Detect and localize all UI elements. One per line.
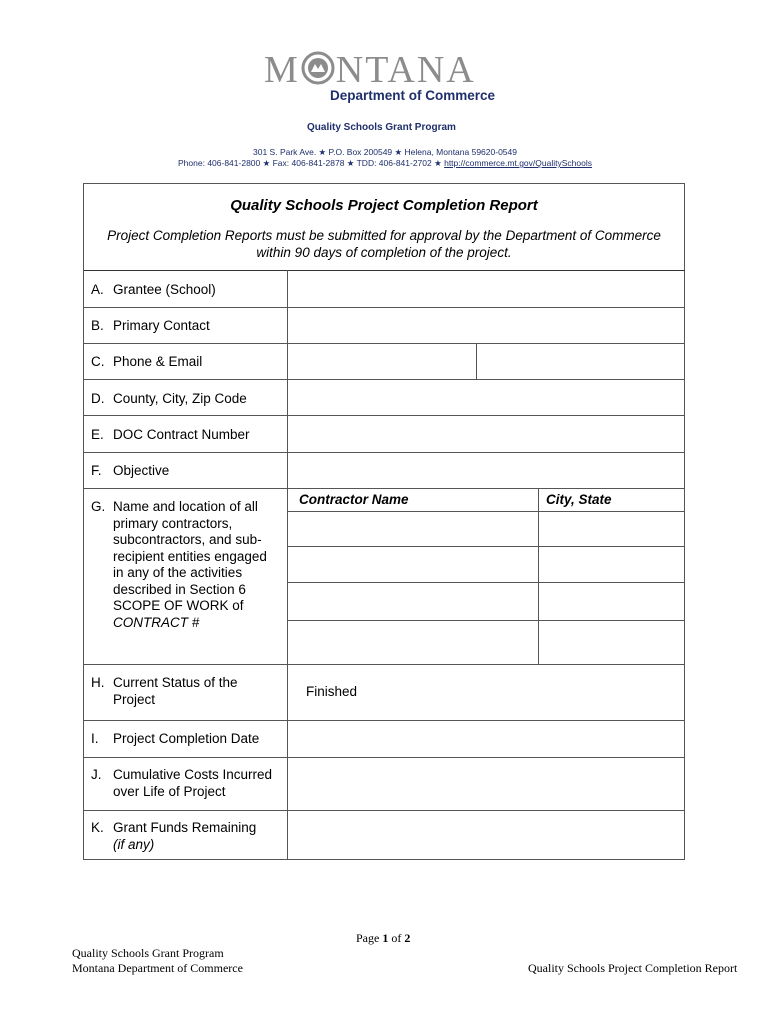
contact-line	[0, 158, 770, 169]
footer-department: Montana Department of Commerce	[72, 961, 243, 975]
county-city-zip-field[interactable]	[288, 380, 685, 415]
row-f-label: F. Objective	[91, 463, 170, 478]
row-k-label: K. Grant Funds Remaining (if any)	[91, 820, 257, 852]
row-divider	[84, 664, 685, 665]
contractor-name-cell[interactable]	[288, 583, 538, 620]
contact-numbers: Phone: 406-841-2800 ★ Fax: 406-841-2878 ★ TDD: 406-841-2702 ★	[178, 158, 445, 168]
objective-field[interactable]	[288, 453, 685, 488]
website-link[interactable]: http://commerce.mt.gov/QualitySchools	[444, 158, 592, 168]
montana-logo	[264, 50, 514, 90]
program-name: Quality Schools Grant Program	[307, 122, 456, 133]
email-field[interactable]	[477, 344, 685, 379]
page-number: Page 1 of 2	[356, 931, 411, 945]
contractor-name-cell[interactable]	[288, 512, 538, 546]
instructions-line-1: Project Completion Reports must be submitted for approval by the Department of Commerce	[107, 228, 661, 243]
city-state-cell[interactable]	[539, 512, 685, 546]
footer-report-name: Quality Schools Project Completion Report	[528, 961, 738, 975]
logo-text-before: M	[264, 49, 300, 91]
contract-number-field[interactable]	[288, 416, 685, 452]
current-status-value[interactable]: Finished	[306, 684, 358, 699]
city-state-cell[interactable]	[539, 547, 685, 582]
row-i-label: I. Project Completion Date	[91, 731, 260, 746]
grantee-field[interactable]	[288, 271, 685, 307]
phone-field[interactable]	[288, 344, 476, 379]
city-state-cell[interactable]	[539, 583, 685, 620]
completion-date-field[interactable]	[288, 721, 685, 757]
address-line: 301 S. Park Ave. ★ P.O. Box 200549 ★ Helena, Montana 59620-0549	[253, 147, 517, 157]
contractor-name-header: Contractor Name	[299, 492, 409, 507]
department-name: Department of Commerce	[330, 88, 496, 103]
report-title: Quality Schools Project Completion Report	[230, 197, 538, 214]
footer-program: Quality Schools Grant Program	[72, 946, 224, 960]
row-d-label: D. County, City, Zip Code	[91, 391, 247, 406]
contractor-name-cell[interactable]	[288, 621, 538, 664]
montana-emblem-icon	[301, 51, 335, 85]
contractor-name-cell[interactable]	[288, 547, 538, 582]
city-state-cell[interactable]	[539, 621, 685, 664]
city-state-header: City, State	[546, 492, 612, 507]
cumulative-costs-field[interactable]	[288, 758, 685, 810]
logo-text-after: NTANA	[335, 49, 476, 91]
row-a-label: A. Grantee (School)	[91, 282, 216, 297]
row-b-label: B. Primary Contact	[91, 318, 210, 333]
row-e-label: E. DOC Contract Number	[91, 427, 250, 442]
grant-funds-remaining-field[interactable]	[288, 811, 685, 860]
report-instructions	[84, 227, 684, 261]
row-g-label: G. Name and location of all primary contractors, subcontractors, and sub- recipient entities engaged in any of the activities described in Section 6 SCOPE OF WORK of CONTRACT #	[91, 499, 267, 630]
instructions-line-2: within 90 days of completion of the project.	[256, 245, 512, 260]
row-c-label: C. Phone & Email	[91, 354, 203, 369]
row-h-label: H. Current Status of the Project	[91, 675, 238, 707]
row-divider	[84, 488, 685, 489]
primary-contact-field[interactable]	[288, 308, 685, 343]
row-j-label: J. Cumulative Costs Incurred over Life of Project	[91, 767, 273, 799]
